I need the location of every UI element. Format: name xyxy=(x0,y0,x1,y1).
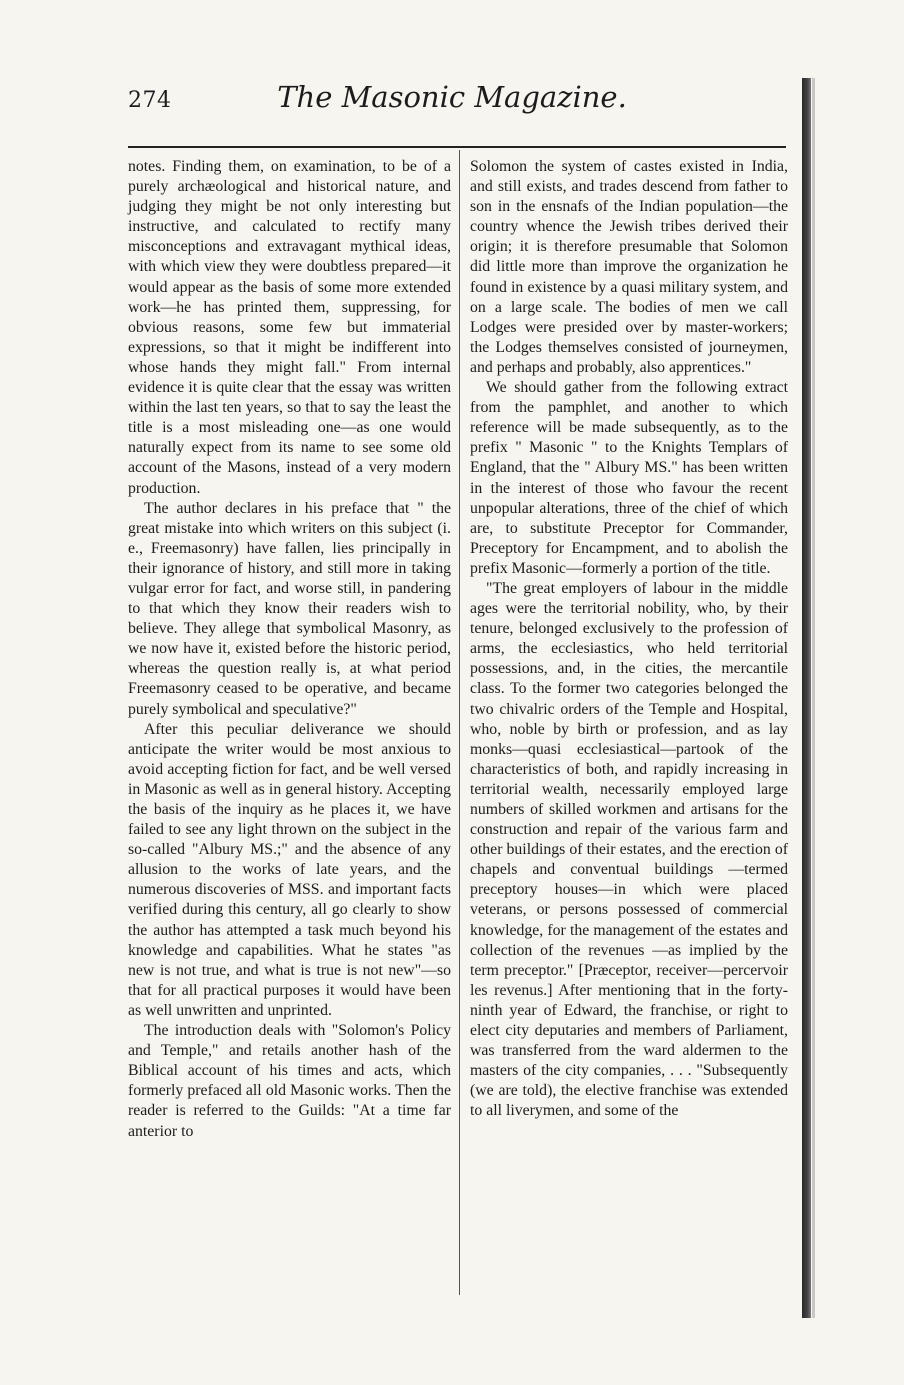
paragraph: notes. Finding them, on examination, to be of a purely archæological and historical nature, and judging they might be not only interesting but instructive, and calculated to rectify many misconceptions and extravagant mythical ideas, with which view they were doubtless prepared—it would appear as the basis of some more extended work—he has printed them, suppressing, for obvious reasons, some few but immaterial expressions, so that it might be indifferent into whose hands they might fall." From internal evidence it is quite clear that the essay was written within the last ten years, so that to say the least the title is a most misleading one—as one would naturally expect from its name to see some old account of the Masons, instead of a very modern production. xyxy=(128,158,451,497)
column-divider xyxy=(459,150,460,1295)
page-edge-mark xyxy=(802,78,811,1318)
header-rule xyxy=(128,146,786,148)
left-column xyxy=(128,157,451,1142)
paragraph: The introduction deals with "Solomon's Policy and Temple," and retails another hash of the Biblical account of his times and acts, which formerly prefaced all old Masonic works. Then the reader is referred to the Guilds: "At a time far anterior to xyxy=(128,1022,451,1140)
paragraph: The author declares in his preface that " the great mistake into which writers on this subject (i. e., Freemasonry) have fallen, lies principally in their ignorance of history, and still more in taking vulgar error for fact, and worse still, in pandering to that which they know their readers wish to believe. They allege that symbolical Masonry, as we now have it, existed before the historic period, whereas the question really is, at what period Freemasonry ceased to be operative, and became purely symbolical and speculative?" xyxy=(128,499,451,718)
running-title: The Masonic Magazine. xyxy=(277,80,627,114)
paragraph: "The great employers of labour in the middle ages were the territorial nobility, who, by their tenure, belonged exclusively to the profession of arms, the ecclesiastics, who held territorial possessions, and, in the cities, the mercantile class. To the former two categories belonged the two chivalric orders of the Temple and Hospital, who, noble by birth or profession, and as lay monks—quasi ecclesiastical—partook of the characteristics of both, and rapidly increasing in territorial wealth, necessarily employed large numbers of skilled workmen and artisans for the construction and repair of the various farm and other buildings of their estates, and the erection of chapels and conventual buildings —termed preceptory houses—in which were placed veterans, or persons possessed of commercial knowledge, for the management of the estates and collection of the revenues —as implied by the term preceptor." [Præceptor, receiver—percervoir les revenus.] After mentioning that in the forty-ninth year of Edward, the franchise, or right to elect city deputaries and members of Parliament, was transferred from the ward aldermen to the masters of the city companies, . . . "Subsequently (we are told), the elective franchise was extended to all liverymen, and some of the xyxy=(470,579,788,1120)
paragraph: After this peculiar deliverance we should anticipate the writer would be most anxious to avoid accepting fiction for fact, and be well versed in Masonic as well as in general history. Accepting the basis of the inquiry as he places it, we have failed to see any light thrown on the subject in the so-called "Albury MS.;" and the absence of any allusion to the works of late years, and the numerous discoveries of MSS. and important facts verified during this century, all go clearly to show the author has attempted a task much beyond his knowledge and capabilities. What he states "as new is not true, and what is true is not new"—so that for all practical purposes it would have been as well unwritten and unprinted. xyxy=(128,720,451,1019)
page-number: 274 xyxy=(128,88,172,113)
page-edge-shadow xyxy=(812,78,815,1318)
paragraph: We should gather from the following extract from the pamphlet, and another to which reference will be made subsequently, as to the prefix " Masonic " to the Knights Templars of England, that the " Albury MS." has been written in the interest of those who favour the recent unpopular alterations, three of the chief of which are, to substitute Preceptor for Commander, Preceptory for Encampment, and to abolish the prefix Masonic—formerly a portion of the title. xyxy=(470,379,788,577)
paragraph: Solomon the system of castes existed in India, and still exists, and trades descend from father to son in the ensnafs of the Indian population—the country whence the Jewish tribes derived their origin; it is therefore presumable that Solomon did little more than improve the organization he found in existence by a quasi military system, and on a large scale. The bodies of men we call Lodges were presided over by master-workers; the Lodges themselves consisted of journeymen, and perhaps and probably, also apprentices." xyxy=(470,158,788,376)
right-column xyxy=(470,157,788,1122)
